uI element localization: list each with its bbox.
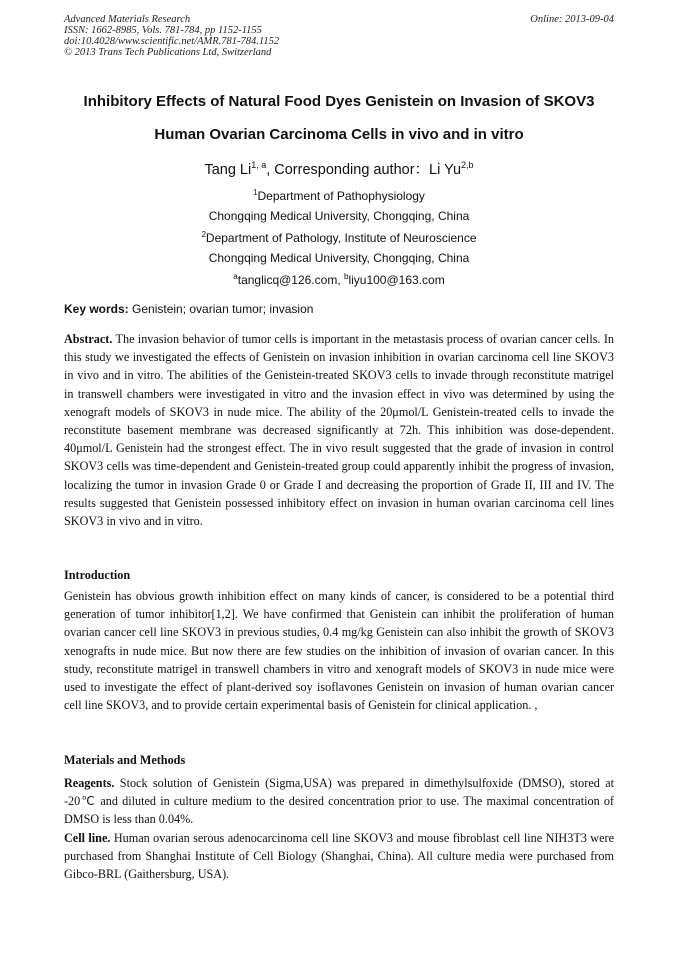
keywords (64, 302, 614, 316)
reagents-paragraph (64, 774, 614, 829)
affiliation-2-dept: Department of Pathology, Institute of Neuroscience (205, 231, 477, 245)
affiliation-1-institution: Chongqing Medical University, Chongqing, China (208, 209, 470, 223)
cell-line-label: Cell line. (64, 831, 111, 845)
affiliation-1-sup: 1 (253, 188, 258, 197)
abstract-paragraph (64, 330, 614, 530)
author-separator: , Corresponding author： (266, 162, 430, 178)
methods-heading: Materials and Methods (64, 753, 186, 767)
email-b: liyu100@163.com (348, 273, 445, 287)
author-line (0, 158, 678, 179)
author-1: Tang Li (204, 162, 252, 178)
affiliation-1 (0, 188, 678, 203)
keywords-label: Key words: (64, 302, 129, 316)
author-1-sup: 1, a (251, 160, 267, 171)
author-2-sup: 2,b (461, 160, 474, 171)
cell-line-paragraph (64, 829, 614, 884)
affiliation-2-sup: 2 (201, 230, 206, 239)
cell-line-text: Human ovarian serous adenocarcinoma cell line SKOV3 and mouse fibroblast cell line NIH3T3 were purchased from Shanghai Institute of Cell Biology (Shanghai, China). All culture media were purchased from Gibco-BRL (Gaithersburg, USA). (64, 831, 614, 882)
paper-title-line-1: Inhibitory Effects of Natural Food Dyes Genistein on Invasion of SKOV3 (83, 93, 595, 110)
journal-header (64, 14, 614, 58)
affiliation-2-institution: Chongqing Medical University, Chongqing, China (208, 251, 470, 265)
introduction-heading: Introduction (64, 568, 131, 582)
journal-doi: doi:10.4028/www.scientific.net/AMR.781-784.1152 (64, 36, 280, 47)
journal-issn: ISSN: 1662-8985, Vols. 781-784, pp 1152-1155 (64, 25, 262, 36)
journal-name: Advanced Materials Research (64, 14, 191, 25)
journal-copyright: © 2013 Trans Tech Publications Ltd, Switzerland (64, 47, 272, 58)
online-date: Online: 2013-09-04 (530, 14, 614, 25)
reagents-text: Stock solution of Genistein (Sigma,USA) was prepared in dimethylsulfoxide (DMSO), stored at -20℃ and diluted in culture medium to the desired concentration prior to use. The maximal concentration of DMSO is less than 0.04%. (64, 776, 614, 827)
introduction-paragraph: Genistein has obvious growth inhibition effect on many kinds of cancer, is considered to be a potential third generation of tumor inhibitor[1,2]. We have confirmed that Genistein can inhibit the proliferation of human ovarian cancer cell line SKOV3 in previous studies, 0.4 mg/kg Genistein can also inhibit the growth of SKOV3 xenografts in nude mice. But now there are few studies on the inhibition of invasion of ovarian cancer. In this study, reconstitute matrigel in transwell chambers in vitro and xenograft models of SKOV3 in nude mice were used to investigate the effect of plant-derived soy isoflavones Genistein on invasion of human ovarian cancer cell line SKOV3, and to provide certain experimental basis of Genistein for clinical application. , (64, 589, 614, 713)
keywords-text: Genistein; ovarian tumor; invasion (128, 302, 314, 316)
author-2: Li Yu (429, 162, 462, 178)
abstract-text: The invasion behavior of tumor cells is important in the metastasis process of ovarian cancer cells. In this study we investigated the effects of Genistein on invasion inhibition in ovarian carcinoma cell line SKOV3 in vivo and in vitro. The abilities of the Genistein-treated SKOV3 cells to invade through reconstitute matrigel in transwell chambers were investigated in vitro and the invasion effect in vivo was determined by using the xenograft models of SKOV3 in nude mice. The ability of the 20μmol/L Genistein-treated cells to invade the reconstitute basement membrane was decreased significantly at 72h. This inhibition was dose-dependent. 40μmol/L Genistein had the strongest effect. The in vivo result suggested that the grade of invasion in control SKOV3 cells was time-dependent and Genistein-treated group could apparently inhibit the progress of invasion, localizing the tumor in invasion Grade 0 or Grade I and decreasing the proportion of Grade II, III and IV. The results suggested that Genistein possessed inhibitory effect on invasion in human ovarian carcinoma cell lines SKOV3 in vivo and in vitro. (64, 332, 614, 529)
email-b-sup: b (344, 272, 349, 281)
email-a-sup: a (233, 272, 238, 281)
abstract-label: Abstract. (64, 332, 113, 346)
affiliation-2 (0, 230, 678, 245)
email-line (0, 272, 678, 287)
email-a: tanglicq@126.com, (237, 273, 344, 287)
paper-title-line-2: Human Ovarian Carcinoma Cells in vivo and in vitro (154, 126, 524, 143)
affiliation-1-dept: Department of Pathophysiology (257, 189, 425, 203)
reagents-label: Reagents. (64, 776, 115, 790)
